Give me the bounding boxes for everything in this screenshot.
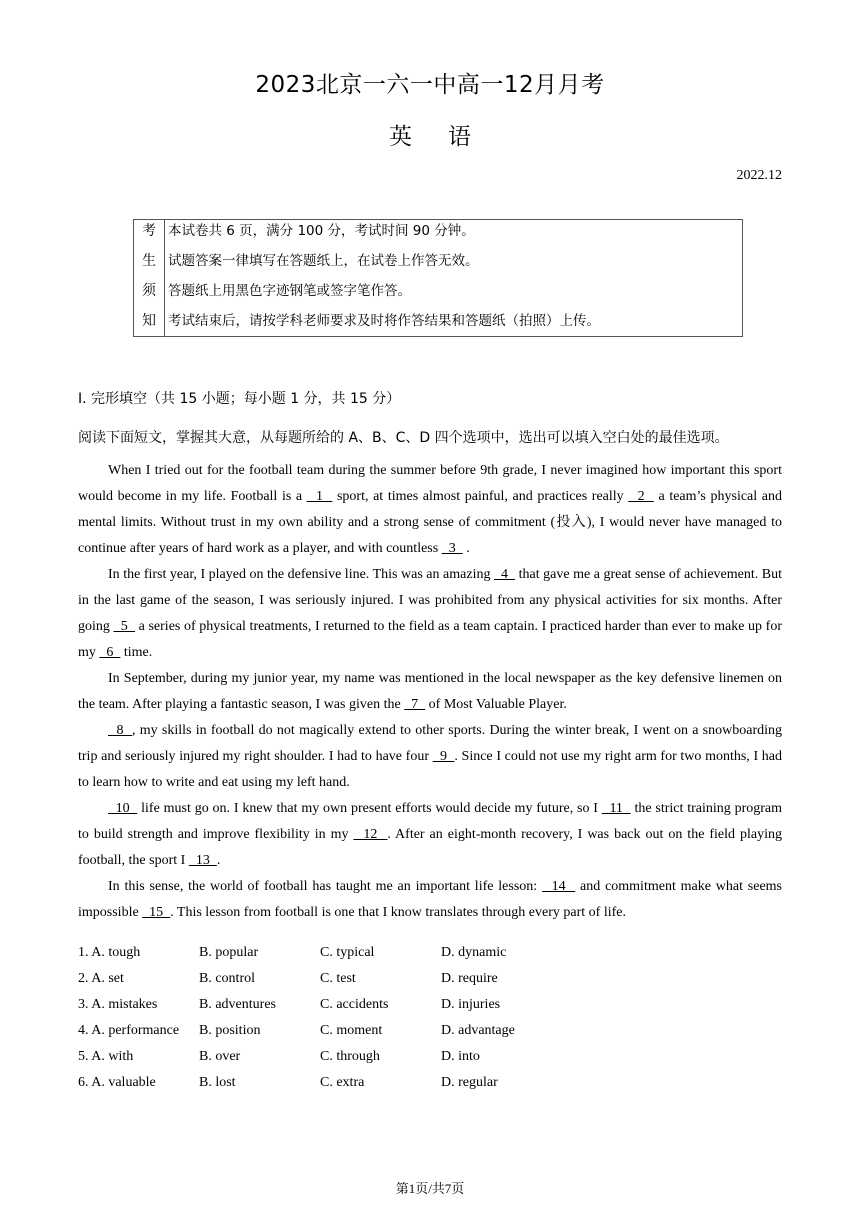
exam-notice-box	[133, 219, 743, 337]
cloze-blank: 5	[113, 619, 136, 634]
passage-text: . Since I could not use my right arm for two months, I had to learn how to write and eat using my left hand.	[78, 749, 783, 790]
section-instruction: 阅读下面短文，掌握其大意，从每题所给的 A、B、C、D 四个选项中，选出可以填入空白处的最佳选项。	[78, 430, 729, 446]
cloze-blank: 4	[493, 567, 516, 582]
option-row	[78, 992, 562, 1018]
cloze-blank: 15	[142, 905, 171, 920]
option-choice: 2. A. set	[78, 971, 124, 986]
exam-title: 2023北京一六一中高一12月月考	[255, 72, 605, 98]
passage-text: sport, at times almost painful, and practices really	[332, 489, 629, 504]
passage-text: .	[216, 853, 221, 868]
option-choice: D. require	[441, 971, 498, 986]
cloze-blank: 12	[353, 827, 388, 842]
passage-text: In this sense, the world of football has taught me an important life lesson:	[108, 879, 542, 894]
notice-row: 考试结束后，请按学科老师要求及时将作答结果和答题纸（拍照）上传。	[168, 313, 600, 329]
notice-row: 试题答案一律填写在答题纸上，在试卷上作答无效。	[168, 253, 479, 269]
section-heading: I. 完形填空（共 15 小题；每小题 1 分，共 15 分）	[78, 391, 401, 407]
cloze-blank: 8	[108, 723, 133, 738]
passage-text: , my skills in football do not magically extend to other sports. During the winter break, I went on a snowboarding trip and seriously injured my right shoulder. I had to have four	[78, 723, 783, 764]
option-choice: D. dynamic	[441, 945, 507, 960]
option-choice: B. lost	[199, 1075, 236, 1090]
passage-text: of Most Valuable Player.	[425, 697, 567, 712]
passage-paragraph	[78, 718, 782, 796]
option-choice: B. over	[199, 1049, 241, 1064]
passage-text: In the first year, I played on the defensive line. This was an amazing	[108, 567, 494, 582]
option-choice: C. through	[320, 1049, 380, 1064]
passage-paragraph	[78, 874, 782, 926]
option-row	[78, 966, 562, 992]
cloze-passage	[78, 458, 782, 926]
cloze-blank: 2	[628, 489, 654, 504]
notice-side-char: 考	[142, 223, 156, 239]
option-choice: D. into	[441, 1049, 480, 1064]
passage-paragraph	[78, 562, 782, 666]
option-choice: B. position	[199, 1023, 261, 1038]
exam-date: 2022.12	[736, 168, 782, 183]
option-row	[78, 940, 562, 966]
option-row	[78, 1070, 562, 1096]
cloze-blank: 3	[441, 541, 463, 556]
passage-text: life must go on. I knew that my own present efforts would decide my future, so I	[137, 801, 602, 816]
option-choice: 1. A. tough	[78, 945, 141, 960]
option-choice: D. injuries	[441, 997, 501, 1012]
notice-side-char: 知	[142, 313, 156, 329]
option-choice: B. adventures	[199, 997, 276, 1012]
option-row	[78, 1018, 562, 1044]
passage-text: a series of physical treatments, I returned to the field as a team captain. I practiced harder than ever to make up for my	[78, 619, 782, 660]
passage-paragraph	[78, 458, 782, 562]
passage-text: When I tried out for the football team during the summer before 9th grade, I never imagined how important this sport would become in my life. Football is a	[78, 463, 782, 504]
passage-text: a team’s physical and mental limits. Without trust in my own ability and a strong sense of commitment (投入), I would never have managed to continue after years of hard work as a player, and with countless	[78, 489, 783, 556]
option-row	[78, 1044, 562, 1070]
option-choice: C. accidents	[320, 997, 389, 1012]
passage-text: In September, during my junior year, my name was mentioned in the local newspaper as the key defensive linemen on the team. After playing a fantastic season, I was given the	[78, 671, 782, 712]
option-choice: C. test	[320, 971, 356, 986]
cloze-blank: 1	[306, 489, 333, 504]
option-choice: B. popular	[199, 945, 259, 960]
option-choice: D. advantage	[441, 1023, 515, 1038]
cloze-blank: 11	[601, 801, 631, 816]
option-choice: C. typical	[320, 945, 375, 960]
notice-row: 答题纸上用黑色字迹钢笔或签字笔作答。	[168, 283, 411, 299]
option-choice: 4. A. performance	[78, 1023, 180, 1038]
subject-title: 英语	[389, 124, 507, 150]
option-choice: C. moment	[320, 1023, 383, 1038]
notice-side-label	[134, 220, 165, 336]
passage-text: and commitment make what seems impossible	[78, 879, 783, 920]
notice-row: 本试卷共 6 页，满分 100 分，考试时间 90 分钟。	[168, 223, 475, 239]
option-choice: B. control	[199, 971, 255, 986]
passage-text: . After an eight-month recovery, I was back out on the field playing football, the sport I	[78, 827, 783, 868]
answer-options	[78, 940, 562, 1096]
passage-text: the strict training program to build strength and improve flexibility in my	[78, 801, 782, 842]
passage-paragraph	[78, 666, 782, 718]
option-choice: 3. A. mistakes	[78, 997, 158, 1012]
notice-side-char: 须	[142, 283, 156, 299]
option-choice: C. extra	[320, 1075, 365, 1090]
passage-text: . This lesson from football is one that I know translates through every part of life.	[170, 905, 626, 920]
cloze-blank: 10	[108, 801, 138, 816]
cloze-blank: 14	[541, 879, 576, 894]
passage-text: time.	[120, 645, 153, 660]
option-choice: 6. A. valuable	[78, 1075, 156, 1090]
cloze-blank: 6	[99, 645, 121, 660]
option-choice: D. regular	[441, 1075, 498, 1090]
option-choice: 5. A. with	[78, 1049, 134, 1064]
page-footer: 第1页/共7页	[395, 1181, 465, 1196]
passage-text: that gave me a great sense of achievement. But in the last game of the season, I was seriously injured. I was prohibited from any physical activities for six months. After going	[78, 567, 783, 634]
notice-side-char: 生	[142, 253, 156, 269]
cloze-blank: 13	[188, 853, 217, 868]
passage-paragraph	[78, 796, 782, 874]
cloze-blank: 7	[404, 697, 426, 712]
cloze-blank: 9	[432, 749, 455, 764]
passage-text: .	[462, 541, 470, 556]
notice-rows	[166, 220, 742, 340]
